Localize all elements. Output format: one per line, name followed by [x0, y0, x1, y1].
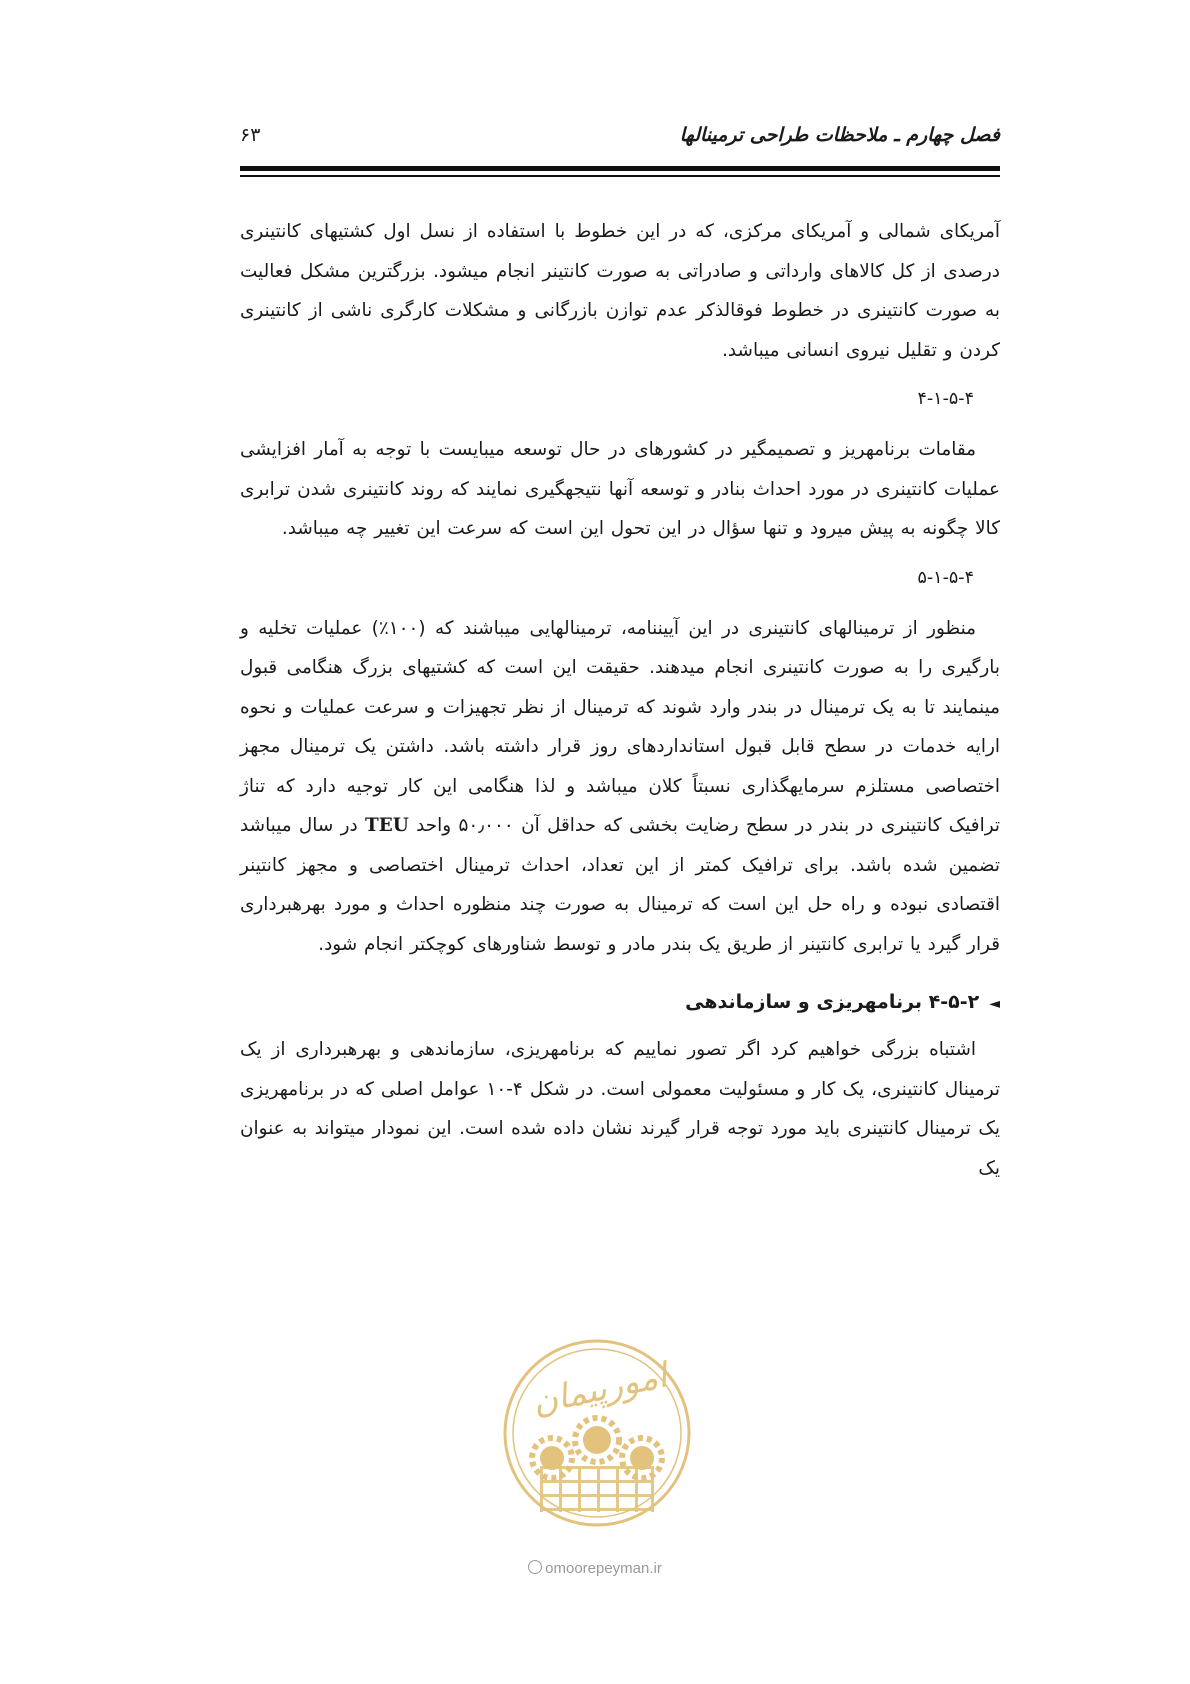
watermark-website	[490, 1560, 700, 1577]
logo-script: امورپیمان	[528, 1355, 671, 1423]
globe-icon	[528, 1560, 542, 1574]
paragraph-3	[240, 609, 1000, 965]
triangle-bullet-icon: ◄	[989, 996, 1000, 1012]
header-rule-thick	[240, 166, 1000, 171]
paragraph-4: اشتباه بزرگی خواهیم کرد اگر تصور نماییم که برنامهریزی، سازماندهی و بهرهبرداری از یک ترمینال کانتینری، یک کار و مسئولیت معمولی است. در شکل ۴-۱۰ عوامل اصلی که در برنامهریزی یک ترمینال کانتینری باید مورد توجه قرار گیرند نشان داده شده است. این نمودار میتواند به عنوان یک	[240, 1039, 1000, 1179]
section-number-4-1-5-4: ۴-۱-۵-۴	[917, 389, 974, 409]
teu-abbreviation: TEU	[365, 815, 409, 836]
paragraph-1: آمریکای شمالی و آمریکای مرکزی، که در این خطوط با استفاده از نسل اول کشتیهای کانتینری درصدی از کل کالاهای وارداتی و صادراتی به صورت کانتینر انجام میشود. بزرگترین مشکل فعالیت به صورت کانتینری در خطوط فوقالذکر عدم توازن بازرگانی و مشکلات کارگری ناشی از کانتینری کردن و تقلیل نیروی انسانی میباشد.	[240, 221, 1000, 361]
section-number-5-1-5-4: ۵-۱-۵-۴	[917, 567, 974, 588]
chapter-title: فصل چهارم ـ ملاحظات طراحی ترمینالها	[679, 124, 1000, 146]
paragraph-3-part-2: در سال میباشد تضمین شده باشد. برای ترافیک کمتر از این تعداد، احداث ترمینال اختصاصی و مجهز کانتینر اقتصادی نبوده و راه حل این است که ترمینال به صورت چند منظوره احداث و مورد بهرهبرداری قرار گیرد یا ترابری کانتینر از طریق یک بندر مادر و توسط شناورهای کوچکتر انجام شود.	[240, 815, 1000, 955]
header-rule-thin	[240, 175, 1000, 177]
paragraph-2: مقامات برنامهریز و تصمیمگیر در کشورهای در حال توسعه میبایست با توجه به آمار افزایشی عملیات کانتینری در مورد احداث بنادر و توسعه آنها نتیجهگیری نمایند که روند کانتینری شدن ترابری کالا چگونه به پیش میرود و تنها سؤال در این تحول این است که سرعت این تغییر چه میباشد.	[240, 439, 1000, 539]
section-heading	[240, 986, 1000, 1020]
logo-emblem-icon	[492, 1318, 702, 1558]
page-number: ۶۳	[240, 124, 261, 146]
paragraph-3-part-1: منظور از ترمینالهای کانتینری در این آییننامه، ترمینالهایی میباشند که (۱۰۰٪) عملیات تخلیه و بارگیری را به صورت کانتینری انجام میدهند. حقیقت این است که کشتیهای بزرگ هنگامی قبول مینمایند تا به یک ترمینال در بندر وارد شوند که ترمینال از نظر تجهیزات و سرعت عملیات و نحوه ارایه خدمات در سطح قابل قبول استانداردهای روز قرار داشته باشد. داشتن یک ترمینال مجهز اختصاصی مستلزم سرمایهگذاری نسبتاً کلان میباشد و لذا هنگامی این کار توجیه دارد که تناژ ترافیک کانتینری در بندر در سطح رضایت بخشی که حداقل آن ۵۰٫۰۰۰ واحد	[240, 617, 1000, 836]
heading-text: ۴-۵-۲ برنامهریزی و سازماندهی	[685, 991, 980, 1013]
page-header	[240, 124, 1000, 154]
page-content	[240, 212, 1000, 1188]
watermark-logo	[492, 1318, 702, 1558]
website-url: omoorepeyman.ir	[545, 1560, 662, 1577]
